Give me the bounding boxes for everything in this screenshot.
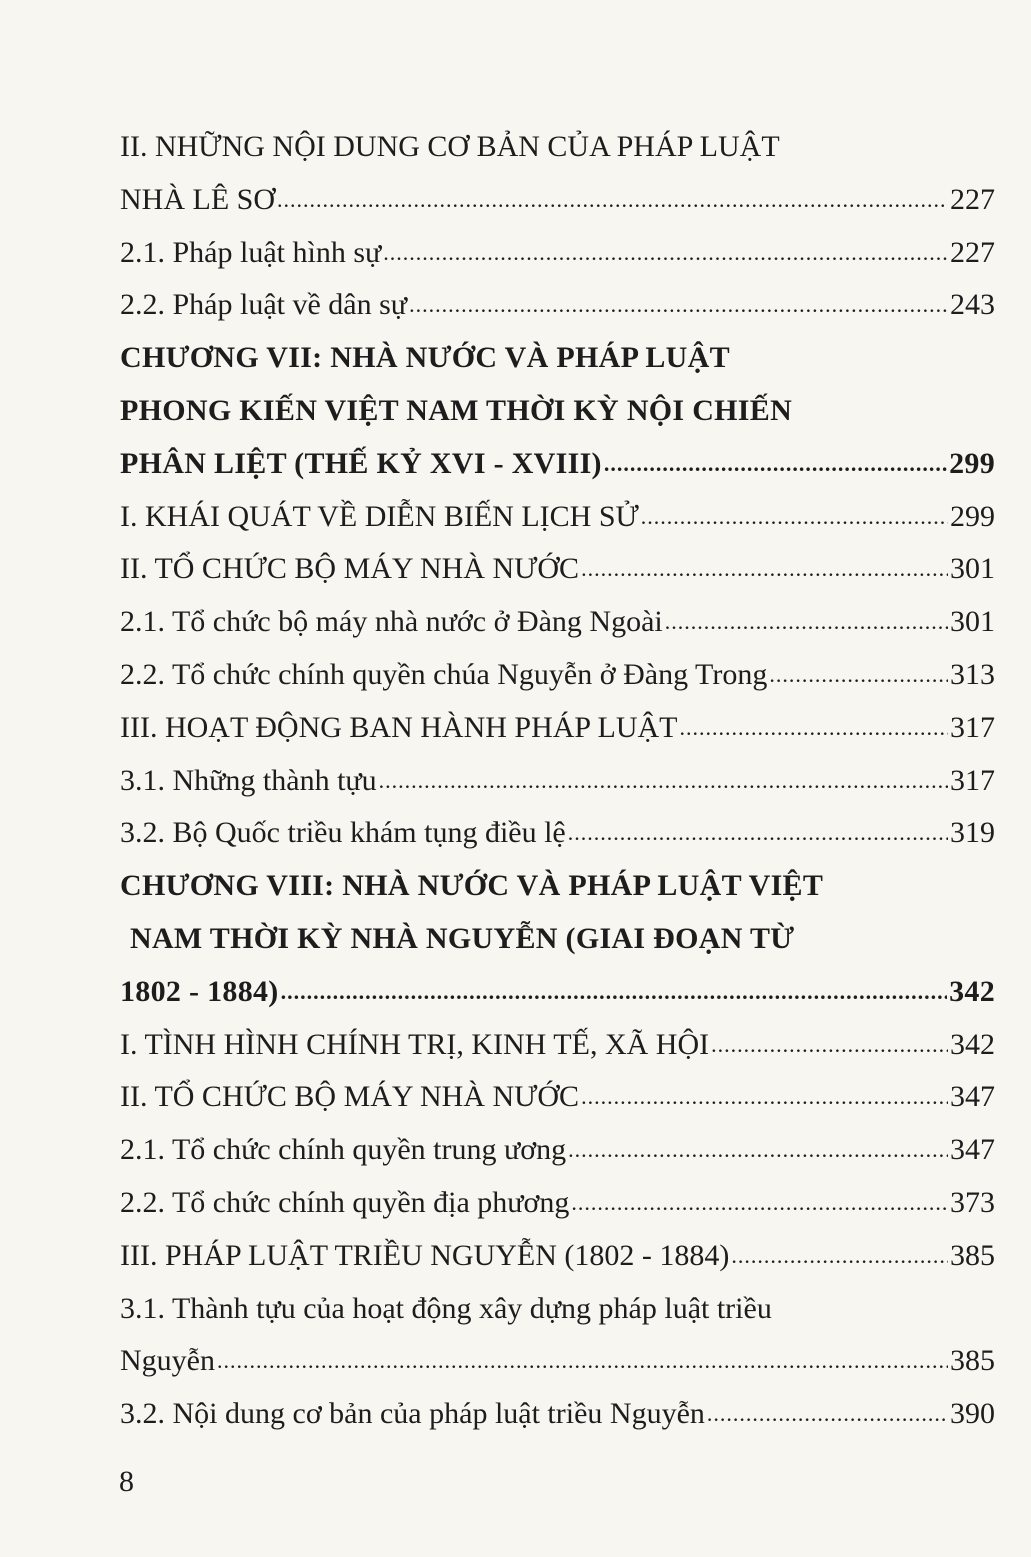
toc-entry-line: [120, 857, 823, 901]
toc-entry-title: III. HOẠT ĐỘNG BAN HÀNH PHÁP LUẬT: [120, 710, 678, 744]
dot-leader: [581, 1086, 948, 1108]
toc-entry-title: I. TÌNH HÌNH CHÍNH TRỊ, KINH TẾ, XÃ HỘI: [120, 1027, 710, 1061]
page-number: 8: [119, 1465, 134, 1498]
toc-entry-title: 2.1. Tổ chức chính quyền trung ương: [120, 1133, 567, 1167]
toc-page-number: 373: [950, 1186, 995, 1219]
toc-entry-title: Nguyễn: [120, 1344, 215, 1378]
toc-entry-title: II. TỔ CHỨC BỘ MÁY NHÀ NƯỚC: [120, 1080, 580, 1114]
toc-page-number: 342: [949, 974, 995, 1008]
toc-entry-line-with-page: [120, 224, 995, 268]
toc-entry-line: [120, 118, 780, 162]
toc-entry-title: 3.2. Bộ Quốc triều khám tụng điều lệ: [120, 816, 566, 850]
toc-page-number: 317: [950, 710, 995, 744]
toc-entry-title: II. NHỮNG NỘI DUNG CƠ BẢN CỦA PHÁP LUẬT: [120, 130, 780, 163]
toc-page-number: 385: [950, 1238, 995, 1272]
toc-entry-line: [120, 382, 792, 426]
dot-leader: [769, 664, 948, 686]
toc-entry-line-with-page: [120, 540, 995, 584]
dot-leader: [731, 1245, 948, 1267]
toc-entry-line: [120, 329, 730, 373]
toc-entry-line-with-page: [120, 593, 995, 637]
toc-entry-title: 3.1. Những thành tựu: [120, 763, 377, 797]
toc-entry-line-with-page: [120, 1385, 995, 1429]
dot-leader: [383, 242, 948, 264]
dot-leader: [604, 453, 947, 475]
toc-page-number: 301: [950, 552, 995, 586]
toc-page-number: 390: [950, 1397, 995, 1431]
toc-entry-title: 3.2. Nội dung cơ bản của pháp luật triều Nguyễn: [120, 1397, 705, 1431]
toc-entry-title: III. PHÁP LUẬT TRIỀU NGUYỄN (1802 - 1884): [120, 1238, 730, 1272]
toc-entry-line-with-page: [120, 488, 995, 532]
toc-page-number: 385: [950, 1344, 995, 1378]
dot-leader: [409, 294, 948, 316]
toc-page-number: 299: [949, 446, 995, 480]
toc-entry-line: [120, 1280, 772, 1324]
toc-entry-line-with-page: [120, 435, 995, 479]
dot-leader: [641, 506, 948, 528]
toc-entry-line-with-page: [120, 1174, 995, 1218]
toc-page-number: 299: [950, 499, 995, 533]
toc-entry-title: I. KHÁI QUÁT VỀ DIỄN BIẾN LỊCH SỬ: [120, 499, 639, 533]
dot-leader: [277, 189, 948, 211]
toc-entry-title: II. TỔ CHỨC BỘ MÁY NHÀ NƯỚC: [120, 552, 580, 586]
dot-leader: [281, 981, 948, 1003]
dot-leader: [707, 1403, 948, 1425]
dot-leader: [217, 1350, 948, 1372]
dot-leader: [568, 1139, 948, 1161]
toc-entry-line-with-page: [120, 1121, 995, 1165]
toc-entry-line-with-page: [120, 699, 995, 743]
toc-entry-title: 2.2. Tổ chức chính quyền địa phương: [120, 1186, 570, 1219]
dot-leader: [665, 611, 948, 633]
toc-entry-title: CHƯƠNG VIII: NHÀ NƯỚC VÀ PHÁP LUẬT VIỆT: [120, 869, 824, 903]
toc-entry-line-with-page: [120, 1016, 995, 1060]
toc-entry-line: [130, 910, 794, 954]
toc-page-number: 347: [950, 1080, 995, 1114]
toc-entry-line-with-page: [120, 1068, 995, 1112]
toc-entry-line-with-page: [120, 1227, 995, 1271]
toc-page-number: 319: [950, 816, 995, 850]
toc-page-number: 313: [950, 658, 995, 691]
toc-entry-line-with-page: [120, 646, 995, 690]
toc-entry-title: 2.1. Pháp luật hình sự: [120, 235, 382, 269]
toc-entry-title: 1802 - 1884): [120, 974, 279, 1008]
toc-page-number: 243: [950, 288, 995, 322]
toc-entry-line-with-page: [120, 1332, 995, 1376]
toc-page-number: 227: [950, 182, 995, 216]
toc-page-number: 227: [950, 235, 995, 269]
toc-entry-line-with-page: [120, 752, 995, 796]
toc-entry-title: CHƯƠNG VII: NHÀ NƯỚC VÀ PHÁP LUẬT: [120, 341, 730, 375]
toc-entry-title: 2.2. Pháp luật về dân sự: [120, 288, 408, 322]
toc-entry-line-with-page: [120, 804, 995, 848]
toc-entry-title: NHÀ LÊ SƠ: [120, 182, 275, 216]
toc-entry-line-with-page: [120, 963, 995, 1007]
toc-entry-title: 2.1. Tổ chức bộ máy nhà nước ở Đàng Ngoài: [120, 605, 663, 639]
toc-page-number: 317: [950, 763, 995, 797]
dot-leader: [711, 1034, 948, 1056]
dot-leader: [679, 717, 948, 739]
dot-leader: [379, 770, 948, 792]
toc-entry-title: 3.1. Thành tựu của hoạt động xây dựng pháp luật triều: [120, 1291, 772, 1325]
dot-leader: [581, 558, 948, 580]
dot-leader: [568, 822, 948, 844]
toc-entry-line-with-page: [120, 276, 995, 320]
toc-page-number: 347: [950, 1133, 995, 1167]
toc-entry-title: PHÂN LIỆT (THẾ KỶ XVI - XVIII): [120, 446, 602, 480]
toc-entry-line-with-page: [120, 171, 995, 215]
toc-entry-title: NAM THỜI KỲ NHÀ NGUYỄN (GIAI ĐOẠN TỪ: [130, 922, 795, 955]
toc-page-number: 342: [950, 1027, 995, 1061]
toc-entry-title: PHONG KIẾN VIỆT NAM THỜI KỲ NỘI CHIẾN: [120, 394, 793, 427]
dot-leader: [571, 1192, 948, 1214]
toc-page-number: 301: [950, 605, 995, 639]
toc-entry-title: 2.2. Tổ chức chính quyền chúa Nguyễn ở Đàng Trong: [120, 658, 768, 691]
